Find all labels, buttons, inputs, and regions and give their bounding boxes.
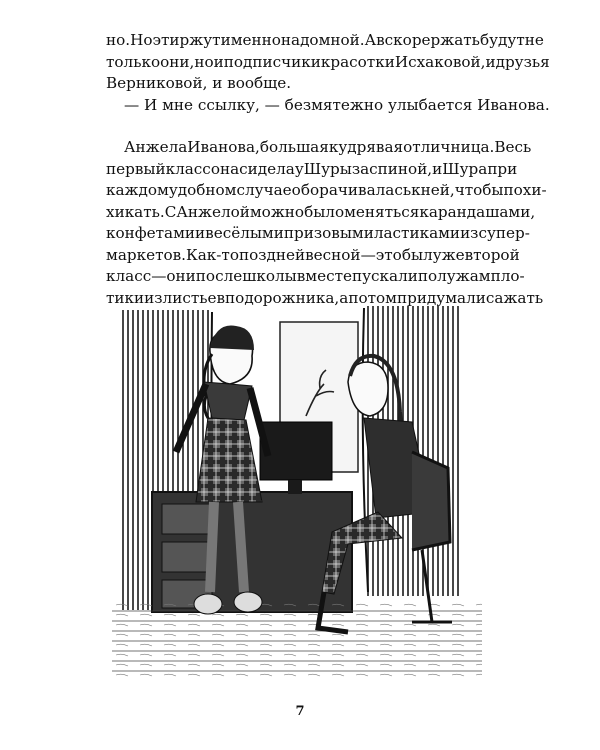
text-line: хикать. С Анжелой можно было меняться карандашами, bbox=[106, 202, 536, 221]
ink-illustration bbox=[112, 292, 482, 680]
page-number: 7 bbox=[295, 704, 305, 719]
text-line: Анжела Иванова, большая кудрявая отличница. Весь bbox=[124, 138, 532, 156]
text-line: — И мне ссылку, — безмятежно улыбается Иванова. bbox=[124, 95, 550, 114]
text-line: тики из листьев подорожника, а потом придумали сажать bbox=[106, 288, 544, 307]
text-line: только они, но и подписчики красотки Исхаковой, и друзья bbox=[106, 52, 550, 71]
text-line: конфетами и весёлыми призовыми ластиками из супер- bbox=[106, 224, 530, 242]
wooden-floor bbox=[112, 602, 482, 680]
text-line: но. Но эти ржут именно надо мной. А вскоре ржать будут не bbox=[106, 31, 544, 49]
page-text bbox=[106, 30, 550, 309]
computer-monitor bbox=[260, 422, 332, 494]
text-line: маркетов. Как-то поздней весной — это был уже второй bbox=[106, 245, 520, 264]
text-line: Верниковой, и вообще. bbox=[106, 74, 292, 92]
text-line: первый класс она сидела у Шуры за спиной, и Шура при bbox=[106, 159, 518, 178]
text-line: каждом удобном случае оборачивалась к ней, чтобы похи- bbox=[106, 181, 547, 199]
text-line: класс — они после школы вместе пускали по лужам пло- bbox=[106, 267, 525, 285]
